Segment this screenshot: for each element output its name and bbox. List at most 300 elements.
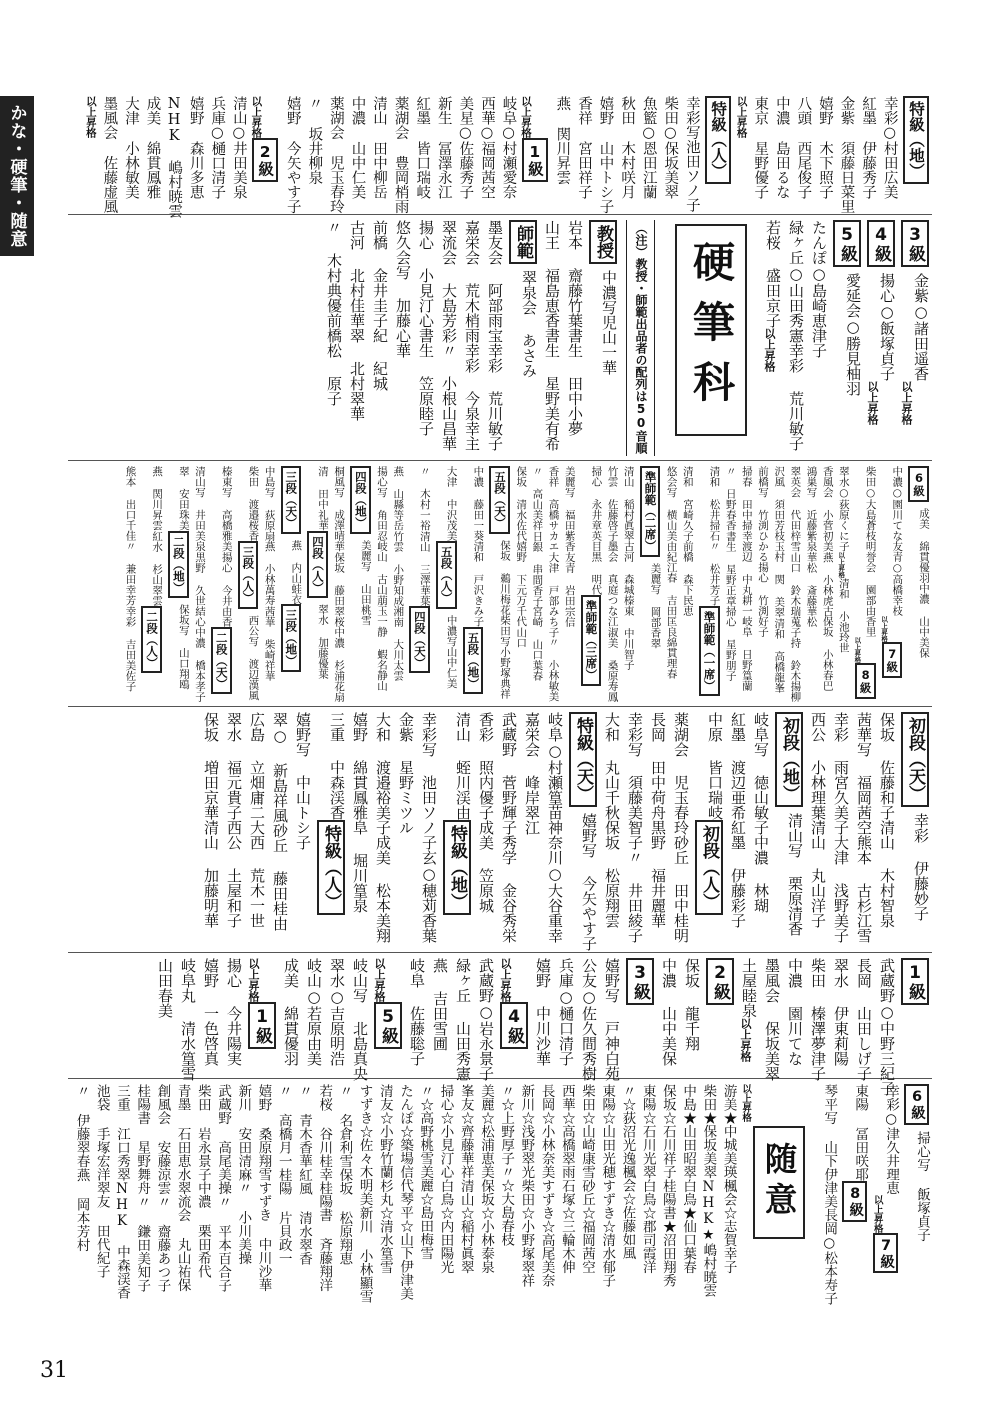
- rank-heading: 1級: [522, 138, 548, 182]
- entry-name: 柴田 渡邉桜香: [247, 466, 260, 541]
- entry-name: 古河 北村佳華: [348, 220, 366, 328]
- entry-name: 成美 綿貫鳳雅: [144, 96, 161, 199]
- entry-name: 大津 戸部みち子: [547, 551, 560, 637]
- entry-name: 柴田○大島蒼枝: [864, 466, 877, 541]
- rank-heading: 8級: [855, 663, 876, 699]
- entry-name: 嬉野写 中山トシ子: [294, 712, 312, 850]
- entry-name: 清和 宮崎久子: [681, 466, 694, 541]
- rank-heading: 五段（人）: [436, 541, 457, 609]
- entry-name: 翠○ 新島祥風: [271, 712, 289, 823]
- entry-name: 岐阜 佐藤聡子: [408, 958, 426, 1066]
- entry-name: 桂陽書 星野舞舟: [134, 1084, 151, 1195]
- entry-name: 中濃 林瑚: [752, 835, 770, 913]
- entry-name: 柴田 榛澤夢津子: [809, 958, 827, 1081]
- entry-name: 神奈川○大谷重幸: [546, 820, 564, 943]
- entry-name: 保坂 清水佐代: [515, 466, 528, 541]
- entry-name: 金紫 星野ミツル: [397, 712, 415, 835]
- entry-name: 桂陽書 斉藤翔洋: [316, 1181, 333, 1292]
- entry-name: 白鳥★仙口葉春: [680, 1178, 697, 1273]
- entry-name: 前橋 金井圭子: [371, 220, 389, 328]
- entry-name: 美麗☆島田梅雪: [417, 1165, 434, 1260]
- entry-name: 黒野 久世結心: [194, 551, 207, 627]
- rank-heading: 三段（人）: [238, 541, 259, 609]
- entry-name: 清山 加藤明華: [202, 820, 220, 928]
- entry-name: 岐山○若原由美: [305, 958, 323, 1066]
- entry-name: 〃 木村一裕: [418, 466, 431, 531]
- entry-name: 書生 田中小夢: [566, 328, 584, 436]
- entry-name: 中島写 荻原扇: [263, 466, 276, 541]
- entry-name: 香風会 小菅初美: [821, 466, 834, 552]
- entry-name: 墨会 真庭つな江: [606, 541, 619, 627]
- entry-name: 竹雲 佐藤啓子: [606, 466, 619, 541]
- entry-name: 書生 星野正章: [724, 530, 737, 606]
- entry-name: 桂陽 片貝政一: [275, 1167, 292, 1265]
- entry-name: 〃 小根山昌華: [440, 343, 458, 451]
- entry-name: 阜 堀川篁泉: [351, 820, 369, 913]
- entry-name: 翠水 福元貴子: [225, 712, 243, 820]
- rank-heading: 四段（天）: [409, 606, 430, 674]
- entry-name: 熊本 古杉江雪: [855, 835, 873, 943]
- entry-name: 沢風 須田芳枝: [773, 466, 786, 541]
- entry-name: 清山○井田美泉: [230, 96, 247, 199]
- entry-name: 渡辺 中丸耕一: [740, 541, 753, 616]
- entry-name: 香彩 照内優子: [477, 712, 495, 820]
- entry-name: 岐阜○村瀬篁苗: [546, 712, 564, 820]
- entry-name: 美麗☆松浦恵美: [477, 1084, 494, 1179]
- rank-heading: 三段（地）: [281, 604, 302, 672]
- entry-name: 玄○穂苅香葉: [420, 850, 438, 943]
- promotion-note: 以上昇格: [871, 1194, 883, 1233]
- entry-name: 成美 笠原城: [477, 820, 495, 913]
- entry-name: 〃 小川美操: [235, 1181, 252, 1265]
- entry-name: 岩本 齋藤竹葉: [566, 220, 584, 328]
- entry-name: 青墨 石田恵水: [174, 1084, 191, 1181]
- entry-name: 〃☆上野厚子: [498, 1084, 515, 1165]
- promotion-note: 以上昇格: [373, 958, 386, 1002]
- entry-name: 八頭 西尾俊子: [795, 96, 812, 199]
- entry-name: 西華☆高橋翠雨: [558, 1084, 575, 1179]
- entry-name: 揚心 小見汀心: [417, 220, 435, 328]
- entry-name: 鴻巣写 近藤紫泉: [805, 466, 818, 552]
- entry-name: 白鳥☆郡司霞洋: [639, 1178, 656, 1273]
- entry-name: 成美 綿貫優羽: [918, 507, 930, 583]
- entry-name: 薬湖会 豊岡梢雨: [392, 96, 409, 214]
- entry-name: 東陽 冨田咲耶: [852, 1084, 869, 1181]
- rank-heading: 特級（人）: [317, 820, 345, 915]
- entry-name: 中濃写山中仁美: [445, 614, 458, 688]
- entry-name: 翠水○吉原明浩: [328, 958, 346, 1066]
- rank-heading: 特級（地）: [443, 820, 471, 915]
- entry-name: 香祥 高橋サカエ: [547, 466, 560, 552]
- entry-name: 秋田 木村咲月: [619, 96, 636, 199]
- entry-name: 保坂 佐藤和子: [878, 712, 896, 820]
- entry-name: 中濃 藤田一葵: [472, 466, 485, 541]
- entry-name: 書生 笠原睦子: [417, 328, 435, 436]
- entry-name: 中濃写児山一華: [600, 270, 618, 375]
- entry-name: 美麗写 岡部香翠: [649, 562, 662, 648]
- rank-heading: 準師範（三席）: [581, 595, 602, 686]
- page-number: 31: [40, 1358, 68, 1383]
- entry-name: 翠友 田代紀子: [93, 1181, 110, 1278]
- entry-name: 燕 小林萬寿: [263, 541, 276, 606]
- entry-name: 清山 三澤華葉: [418, 530, 431, 606]
- entry-name: 〃 高山美祥: [531, 466, 544, 531]
- entry-name: 悠久会写 加藤心華: [394, 220, 412, 358]
- entry-name: たんぽ☆築場信代: [397, 1084, 414, 1192]
- rank-heading: 7級: [882, 642, 903, 678]
- entry-name: 幸彩 伊藤妙子: [912, 813, 930, 921]
- entry-name: 清山☆稲村眞翠: [457, 1178, 474, 1273]
- entry-name: 幸彩 荒川敏子: [486, 343, 504, 451]
- entry-name: 清山 木村智泉: [878, 820, 896, 928]
- entry-name: 中濃 島田るな: [773, 96, 790, 199]
- entry-name: 〃 青木香華: [295, 1084, 312, 1168]
- entry-name: 掃心☆小見汀心: [437, 1084, 454, 1179]
- entry-name: 保坂 松原翔恵: [336, 1167, 353, 1265]
- entry-name: 〃☆高野桃雪: [417, 1084, 434, 1165]
- entry-name: 広島 立畑庸二: [248, 712, 266, 820]
- entry-name: すずき☆佐々木明美: [356, 1084, 373, 1206]
- entry-name: 石塚☆三輪木伸: [558, 1178, 575, 1273]
- entry-name: 中濃 山中仁美: [349, 96, 366, 199]
- zuii-title: 随意: [753, 1126, 806, 1239]
- entry-name: NHK★嶋村暁雲: [700, 1178, 717, 1297]
- entry-name: 桐風写 成澤晴華: [333, 466, 346, 552]
- entry-name: 大西 荒木一世: [248, 820, 266, 928]
- entry-name: 燕 山縣等岳: [392, 466, 405, 531]
- entry-name: 中濃 杉浦花扇: [333, 626, 346, 702]
- entry-name: NHK 中森渓香: [114, 1181, 130, 1299]
- entry-name: 幸彩 吉田美佐子: [124, 605, 137, 691]
- entry-name: 保坂 増田京華: [202, 712, 220, 820]
- kana-grades-band: [68, 96, 932, 218]
- entry-name: 岐山 古山萠玉: [376, 541, 389, 616]
- entry-name: 翠泉会 あさみ: [520, 270, 538, 378]
- entry-name: 清山写 井田美泉: [194, 466, 207, 552]
- entry-name: 竹雲 小野知成: [392, 530, 405, 606]
- entry-name: 幸彩 荒川敏子: [787, 343, 805, 451]
- rank-heading: 三段（天）: [281, 466, 302, 534]
- entry-name: 新川☆浅野翠光: [518, 1084, 535, 1179]
- entry-name: 長岡○松本寿子: [821, 1208, 838, 1305]
- promotion-note: 以上昇格: [900, 381, 913, 425]
- entry-name: 山田春美: [156, 958, 174, 1018]
- entry-name: 墨風会 佐藤虚風: [101, 96, 118, 214]
- entry-name: 西公 小林理葉: [809, 712, 827, 820]
- entry-name: 保坂 鵜川梅花: [499, 539, 512, 615]
- entry-name: 翠水 伊東莉陽: [832, 958, 850, 1066]
- entry-name: 墨友会 阿部雨宝: [486, 220, 504, 343]
- rank-heading: 準師範（一席）: [699, 606, 720, 697]
- dan-band: [68, 466, 932, 707]
- entry-name: 成美 松本美翔: [374, 835, 392, 943]
- entry-name: 翠英会 代田梓雪: [789, 466, 802, 552]
- rank-heading: 二段（人）: [141, 606, 162, 674]
- rank-heading: 5級: [374, 1002, 402, 1049]
- entry-name: 金紫 須藤日菜里: [838, 96, 855, 214]
- rank-heading: 4級: [500, 1002, 528, 1049]
- entry-name: 紅墨 伊藤彩子: [729, 820, 747, 928]
- entry-name: 〃 日野春香: [724, 466, 737, 531]
- rank-heading: 2級: [706, 958, 734, 1005]
- entry-name: 紅墨 渡辺亜希: [729, 712, 747, 820]
- entry-name: 揚心 今井陽実: [225, 958, 243, 1066]
- entry-name: 日銀 串間香子: [531, 530, 544, 606]
- entry-name: 幸彩写池田ソノ子: [683, 96, 700, 212]
- entry-name: 清和 戸沢きみ子: [472, 541, 485, 627]
- entry-name: 長岡 山田しげ子: [855, 958, 873, 1081]
- entry-name: 砂丘 田中桂明: [672, 835, 690, 943]
- entry-name: 三重 中森渓香: [328, 712, 346, 820]
- rank-heading: 6級: [904, 1084, 929, 1125]
- entry-name: 友青○高橋幸枝: [891, 541, 904, 616]
- entry-name: 岐阜○村瀬愛奈: [500, 96, 517, 199]
- entry-name: 嬉野 木下照子: [816, 96, 833, 199]
- rank-heading: 特級（地）: [903, 96, 929, 184]
- entry-name: 大和 渡邉裕美子: [374, 712, 392, 835]
- rank-heading: 1級: [901, 958, 929, 1005]
- promotion-note: 以上昇格: [866, 381, 879, 425]
- entry-name: 岐阜丸 清水篁雪: [179, 958, 197, 1081]
- promotion-note: 以上昇格: [837, 551, 846, 578]
- rank-heading: 7級: [873, 1233, 898, 1274]
- entry-name: 山王 福島恵香: [543, 220, 561, 328]
- entry-name: 中濃 山中美保: [918, 582, 930, 658]
- entry-name: 燕 岡本芳村: [73, 1167, 90, 1251]
- entry-name: 清和 小池玲世: [837, 577, 850, 653]
- entry-name: 子持 鈴木揚柳: [789, 626, 802, 702]
- entry-name: 〃☆荻沼光逸: [619, 1084, 636, 1165]
- entry-name: 玉村 関 美翠: [773, 541, 786, 618]
- entry-name: 揚心 竹渕好子: [757, 562, 770, 637]
- entry-name: すずき☆高尾美奈: [538, 1178, 555, 1287]
- section-side-tab: かな・硬筆・随意: [0, 96, 34, 256]
- entry-name: 嬉野 一色啓真: [202, 958, 220, 1066]
- entry-name: 前橋 森下民恵: [681, 541, 694, 616]
- entry-name: 柴田 岩永景子: [194, 1084, 211, 1181]
- entry-name: 熊本 出口千佳: [124, 466, 137, 541]
- rank-heading: 2級: [252, 138, 278, 182]
- entry-name: 緑ヶ丘○山田秀憲: [787, 220, 805, 343]
- entry-name: 江春 吉田匡良: [665, 562, 678, 637]
- entry-name: 創風会 安藤涼雲: [154, 1084, 171, 1195]
- entry-name: 友青 岩田宗信: [563, 551, 576, 627]
- promotion-note: 以上昇格: [739, 1018, 752, 1062]
- entry-name: 宮崎 山口葉春: [531, 605, 544, 681]
- entry-name: 保坂 小林春巴: [821, 616, 834, 691]
- promotion-note: 以上昇格: [740, 1084, 752, 1122]
- entry-name: 燕 吉田雪圃: [431, 958, 449, 1051]
- entry-name: 岐阜写 徳山敏子: [752, 712, 770, 835]
- entry-name: 東京 星野優子: [752, 96, 769, 199]
- entry-name: 嬉野 下元万千代: [515, 541, 528, 627]
- rank-heading: 初段（人）: [695, 820, 723, 915]
- entry-name: 一静 蝦名静山: [376, 616, 389, 691]
- entry-name: 〃 鎌田美知子: [134, 1194, 151, 1292]
- entry-name: 清 田中礼華: [317, 466, 329, 531]
- entry-name: 愛延会○勝見柚羽: [844, 273, 862, 396]
- entry-name: 嬉野 桑原翔雪: [255, 1084, 272, 1181]
- entry-name: 書生 星野美有希: [543, 328, 561, 451]
- rank-heading: 4級: [867, 220, 895, 267]
- entry-name: 掃心 星野朋子: [724, 605, 737, 681]
- entry-name: すずき☆清水郁子: [599, 1178, 616, 1287]
- entry-name: 〃 名倉利雪: [336, 1084, 353, 1168]
- entry-name: 揚心写 角田忍: [376, 466, 389, 541]
- entry-name: 兵庫○樋口清子: [557, 958, 575, 1066]
- promotion-note: 以上昇格: [84, 96, 97, 138]
- entry-name: 嬉野写 今矢やす子: [580, 813, 598, 951]
- rank-heading: 四段（地）: [350, 466, 371, 534]
- entry-name: 金紫○諸田遥香: [912, 273, 930, 381]
- entry-name: 悠会写 横山美由紀: [665, 466, 678, 562]
- rank-heading: 初段（地）: [775, 712, 803, 807]
- entry-name: 白鳥☆内田陽光: [437, 1178, 454, 1273]
- entry-name: 魚籃○恩田江蘭: [640, 96, 657, 199]
- entry-name: たんぽ○島崎恵津子: [810, 220, 828, 358]
- entry-name: すずき 中川沙華: [255, 1181, 272, 1292]
- entry-name: 幸彩写 須藤美智子: [626, 712, 644, 850]
- entry-name: 池袋 手塚宏洋: [93, 1084, 110, 1181]
- entry-name: 幸彩写 池田ソノ子: [420, 712, 438, 850]
- entry-name: 砂丘☆福岡茜空: [579, 1178, 596, 1273]
- entry-name: 〃 小林敏美: [547, 637, 560, 702]
- entry-name: 清和 高橋龍峯: [773, 617, 786, 693]
- rank-heading: 3級: [626, 958, 654, 1005]
- entry-name: 茜華写 福岡茜空: [855, 712, 873, 835]
- entry-name: 幸彩○村田広美: [881, 96, 898, 199]
- entry-name: 山口 鈴木瑞蒐: [789, 551, 802, 627]
- entry-name: 長岡☆小林奈美: [538, 1084, 555, 1179]
- entry-name: 燕 関川昇雲: [554, 96, 571, 185]
- entry-name: 紅墨 皆口瑞岐: [414, 96, 431, 199]
- kohitsu-note: （注）教授・師範出品者の配列は50音順: [626, 220, 655, 456]
- promotion-note: 以上昇格: [499, 958, 512, 1002]
- entry-name: 若桜 盛田京子: [764, 220, 782, 328]
- entry-name: 保坂 龍千翔: [683, 958, 701, 1051]
- entry-name: 華松 斎藤華松: [805, 551, 818, 627]
- entry-name: 〃 松井芳子: [708, 541, 721, 606]
- entry-name: 緑ヶ丘 山田秀憲: [454, 958, 472, 1081]
- entry-name: 游美★中城美瑛: [720, 1084, 737, 1179]
- rank-heading: 五段（地）: [463, 627, 484, 695]
- promotion-note: 以上昇格: [763, 328, 776, 372]
- promotion-note: 以上昇格: [735, 96, 748, 138]
- entry-name: 美麗写 山田桃雪: [359, 539, 372, 625]
- entry-name: 清山写 栗原清香: [786, 813, 804, 936]
- entry-name: 掃心写 飯塚貞子: [914, 1130, 930, 1241]
- kohitsu-title: 硬筆科: [675, 224, 747, 436]
- entry-name: 柴田☆山崎康雪: [579, 1084, 596, 1179]
- entry-name: 岐山写 北島真央: [351, 958, 369, 1081]
- entry-name: 湘南 大川太雲: [392, 605, 405, 681]
- entry-name: 掃心 永井章英: [590, 466, 603, 541]
- entry-name: 岐阜 日野篁蘭: [740, 616, 753, 691]
- entry-name: 中濃 山中美保: [660, 958, 678, 1066]
- entry-name: 美麗写 福田紫香: [563, 466, 576, 552]
- entry-name: 大津 中沢茂美: [445, 466, 458, 541]
- entry-name: 保坂☆小林泰泉: [477, 1178, 494, 1273]
- rank-heading: 5級: [833, 220, 861, 267]
- entry-name: 琴平写 山下伊津美: [821, 1084, 838, 1208]
- entry-name: 翠 北村翠華: [348, 328, 366, 421]
- entry-name: 紅墨 伊藤秀子: [860, 96, 877, 199]
- rank-heading: 二段（地）: [168, 531, 189, 599]
- entry-name: 翠流会 丸山祐保: [174, 1181, 191, 1292]
- entry-name: 西華○福岡茜空: [478, 96, 495, 199]
- entry-name: 茜華 柴崎祥華: [263, 605, 276, 681]
- entry-name: 秀学 金谷秀栄: [500, 835, 518, 943]
- kyoju-heading: 教授: [589, 220, 617, 264]
- entry-name: 嘉栄会 荒木梢雨: [463, 220, 481, 343]
- entry-name: 燕 内山蛙衣: [290, 539, 303, 604]
- promotion-note: 以上昇格: [250, 96, 263, 138]
- shodan-band: [68, 712, 932, 953]
- entry-name: 清山 丸山洋子: [809, 820, 827, 928]
- entry-name: 嬉野 今矢やす子: [284, 96, 301, 214]
- entry-name: 武蔵野○岩永景子: [477, 958, 495, 1081]
- entry-name: 美星○佐藤秀子: [457, 96, 474, 199]
- rank-heading: 四段（人）: [307, 531, 328, 599]
- entry-name: 嬉野 中川沙華: [534, 958, 552, 1066]
- zuii-band: [68, 1084, 932, 1324]
- entry-name: 淑美 桑原寿鳳: [606, 626, 619, 702]
- entry-name: 清山 蛭川渓由: [454, 712, 472, 820]
- entry-name: 清山 稲村眞翠: [622, 466, 635, 541]
- entry-name: 東陽☆石川光翠: [639, 1084, 656, 1179]
- entry-name: 薬湖会 児玉春玲: [672, 712, 690, 835]
- entry-name: 峯友☆齊藤華祥: [457, 1084, 474, 1179]
- entry-name: 保坂写 山口翔鴎: [177, 604, 190, 690]
- entry-name: 紅風 清水翠香: [295, 1167, 312, 1265]
- entry-name: 土屋睦泉: [740, 958, 758, 1018]
- entry-name: 薬湖会 児玉春玲: [327, 96, 344, 214]
- entry-name: 幸彩 雨宮久美子: [832, 712, 850, 835]
- entry-name: 三重 江口秀翠: [114, 1084, 130, 1181]
- entry-name: 榛東 中川智子: [622, 595, 635, 670]
- entry-name: 柴田★保坂美翠: [700, 1084, 717, 1179]
- entry-name: 兵庫○樋口清子: [209, 96, 226, 199]
- entry-name: 新川 小林顯雪: [356, 1205, 373, 1303]
- entry-name: 〃 井田綾子: [626, 850, 644, 943]
- entry-name: 東陽☆山田光穂: [599, 1084, 616, 1179]
- entry-name: 大津 小林敏美: [122, 96, 139, 199]
- entry-name: 嘉栄会 峰岸翠江: [523, 712, 541, 835]
- entry-name: 綿貫理春: [665, 637, 678, 679]
- entry-name: 柴田☆小野塚翠祥: [518, 1178, 535, 1287]
- grades-band: [68, 958, 932, 1096]
- kohitsu-header-band: [68, 220, 932, 461]
- entry-name: 大津 浅野美子: [832, 835, 850, 943]
- entry-name: 柴田○保坂美翠: [662, 96, 679, 199]
- entry-name: 中濃 園川てな: [786, 958, 804, 1066]
- entry-name: 嬉野 綿貫鳳雅: [351, 712, 369, 820]
- entry-name: 清山 田中柳岳: [371, 96, 388, 199]
- rank-heading: 3級: [901, 220, 929, 267]
- entry-name: 〃☆大島春枝: [498, 1165, 515, 1246]
- entry-name: 〃 平本百合子: [215, 1194, 232, 1292]
- entry-name: 大和 丸山千秋: [603, 712, 621, 820]
- entry-name: 燕 関川昇雲: [151, 466, 164, 531]
- entry-name: 揚心○飯塚貞子: [878, 273, 896, 381]
- entry-name: 中濃 栗田希代: [194, 1181, 211, 1278]
- shihan-heading: 師範: [509, 220, 537, 264]
- rank-heading: 初段（天）: [901, 712, 929, 807]
- entry-name: 燕 小林虎古: [821, 551, 834, 616]
- entry-name: 榛東写 高橋雅美: [220, 466, 233, 552]
- entry-name: 〃 齋藤あつ子: [154, 1194, 171, 1292]
- entry-name: 〃 木村典優: [325, 220, 343, 313]
